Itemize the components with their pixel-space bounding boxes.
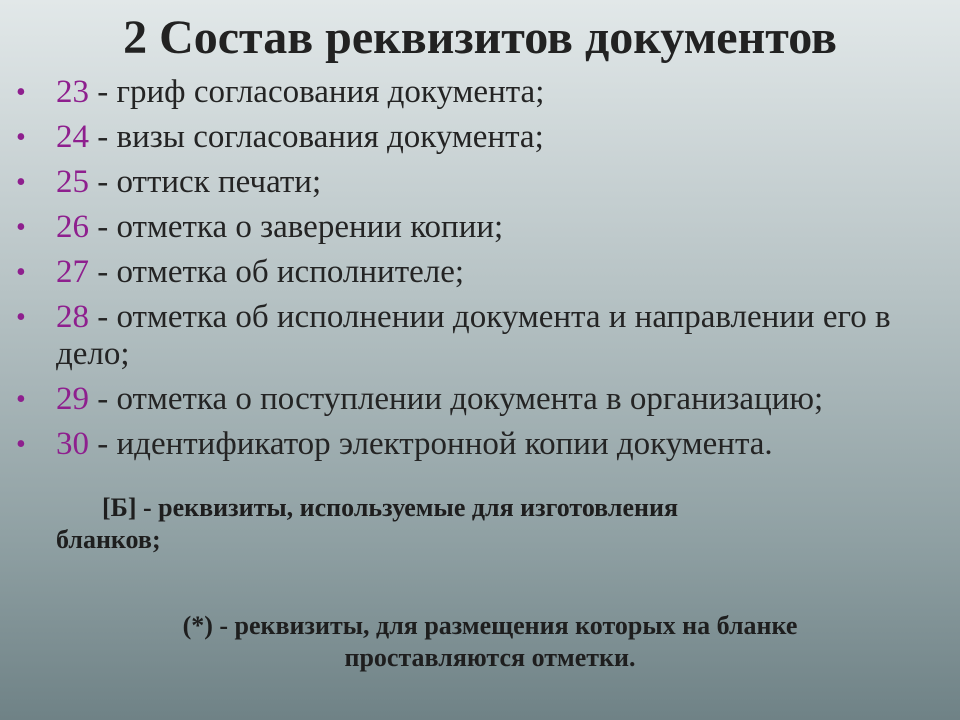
bullet-icon: • <box>16 212 26 243</box>
list-item <box>16 299 946 373</box>
list-item <box>16 164 946 201</box>
list-item <box>16 119 946 156</box>
item-number: 26 <box>56 209 89 245</box>
item-number: 30 <box>56 426 89 462</box>
item-text: - визы согласования документа; <box>89 119 544 155</box>
item-number: 29 <box>56 381 89 417</box>
item-number: 23 <box>56 74 89 110</box>
list-item <box>16 254 946 291</box>
item-number: 27 <box>56 254 89 290</box>
list-item <box>16 426 946 463</box>
item-text: - отметка об исполнителе; <box>89 254 465 290</box>
note-line: [Б] - реквизиты, используемые для изготовления <box>102 493 679 522</box>
item-text: - отметка о поступлении документа в организацию; <box>89 381 824 417</box>
item-number: 25 <box>56 164 89 200</box>
note-line: проставляются отметки. <box>344 643 636 672</box>
item-text: - отметка об исполнении документа и направлении его в дело; <box>56 299 891 372</box>
blank-requisites-note <box>56 492 916 556</box>
list-item <box>16 74 946 111</box>
item-text: - оттиск печати; <box>89 164 322 200</box>
bullet-icon: • <box>16 77 26 108</box>
requisites-list <box>16 74 946 471</box>
list-item <box>16 381 946 418</box>
item-number: 24 <box>56 119 89 155</box>
item-text: - гриф согласования документа; <box>89 74 545 110</box>
bullet-icon: • <box>16 302 26 333</box>
item-text: - отметка о заверении копии; <box>89 209 504 245</box>
bullet-icon: • <box>16 384 26 415</box>
marked-requisites-note <box>60 610 920 674</box>
list-item <box>16 209 946 246</box>
page-title: 2 Состав реквизитов документов <box>123 11 837 64</box>
bullet-icon: • <box>16 257 26 288</box>
note-line: бланков; <box>56 525 161 554</box>
bullet-icon: • <box>16 429 26 460</box>
note-line: (*) - реквизиты, для размещения которых на бланке <box>182 611 798 640</box>
bullet-icon: • <box>16 122 26 153</box>
item-number: 28 <box>56 299 89 335</box>
bullet-icon: • <box>16 167 26 198</box>
item-text: - идентификатор электронной копии документа. <box>89 426 773 462</box>
